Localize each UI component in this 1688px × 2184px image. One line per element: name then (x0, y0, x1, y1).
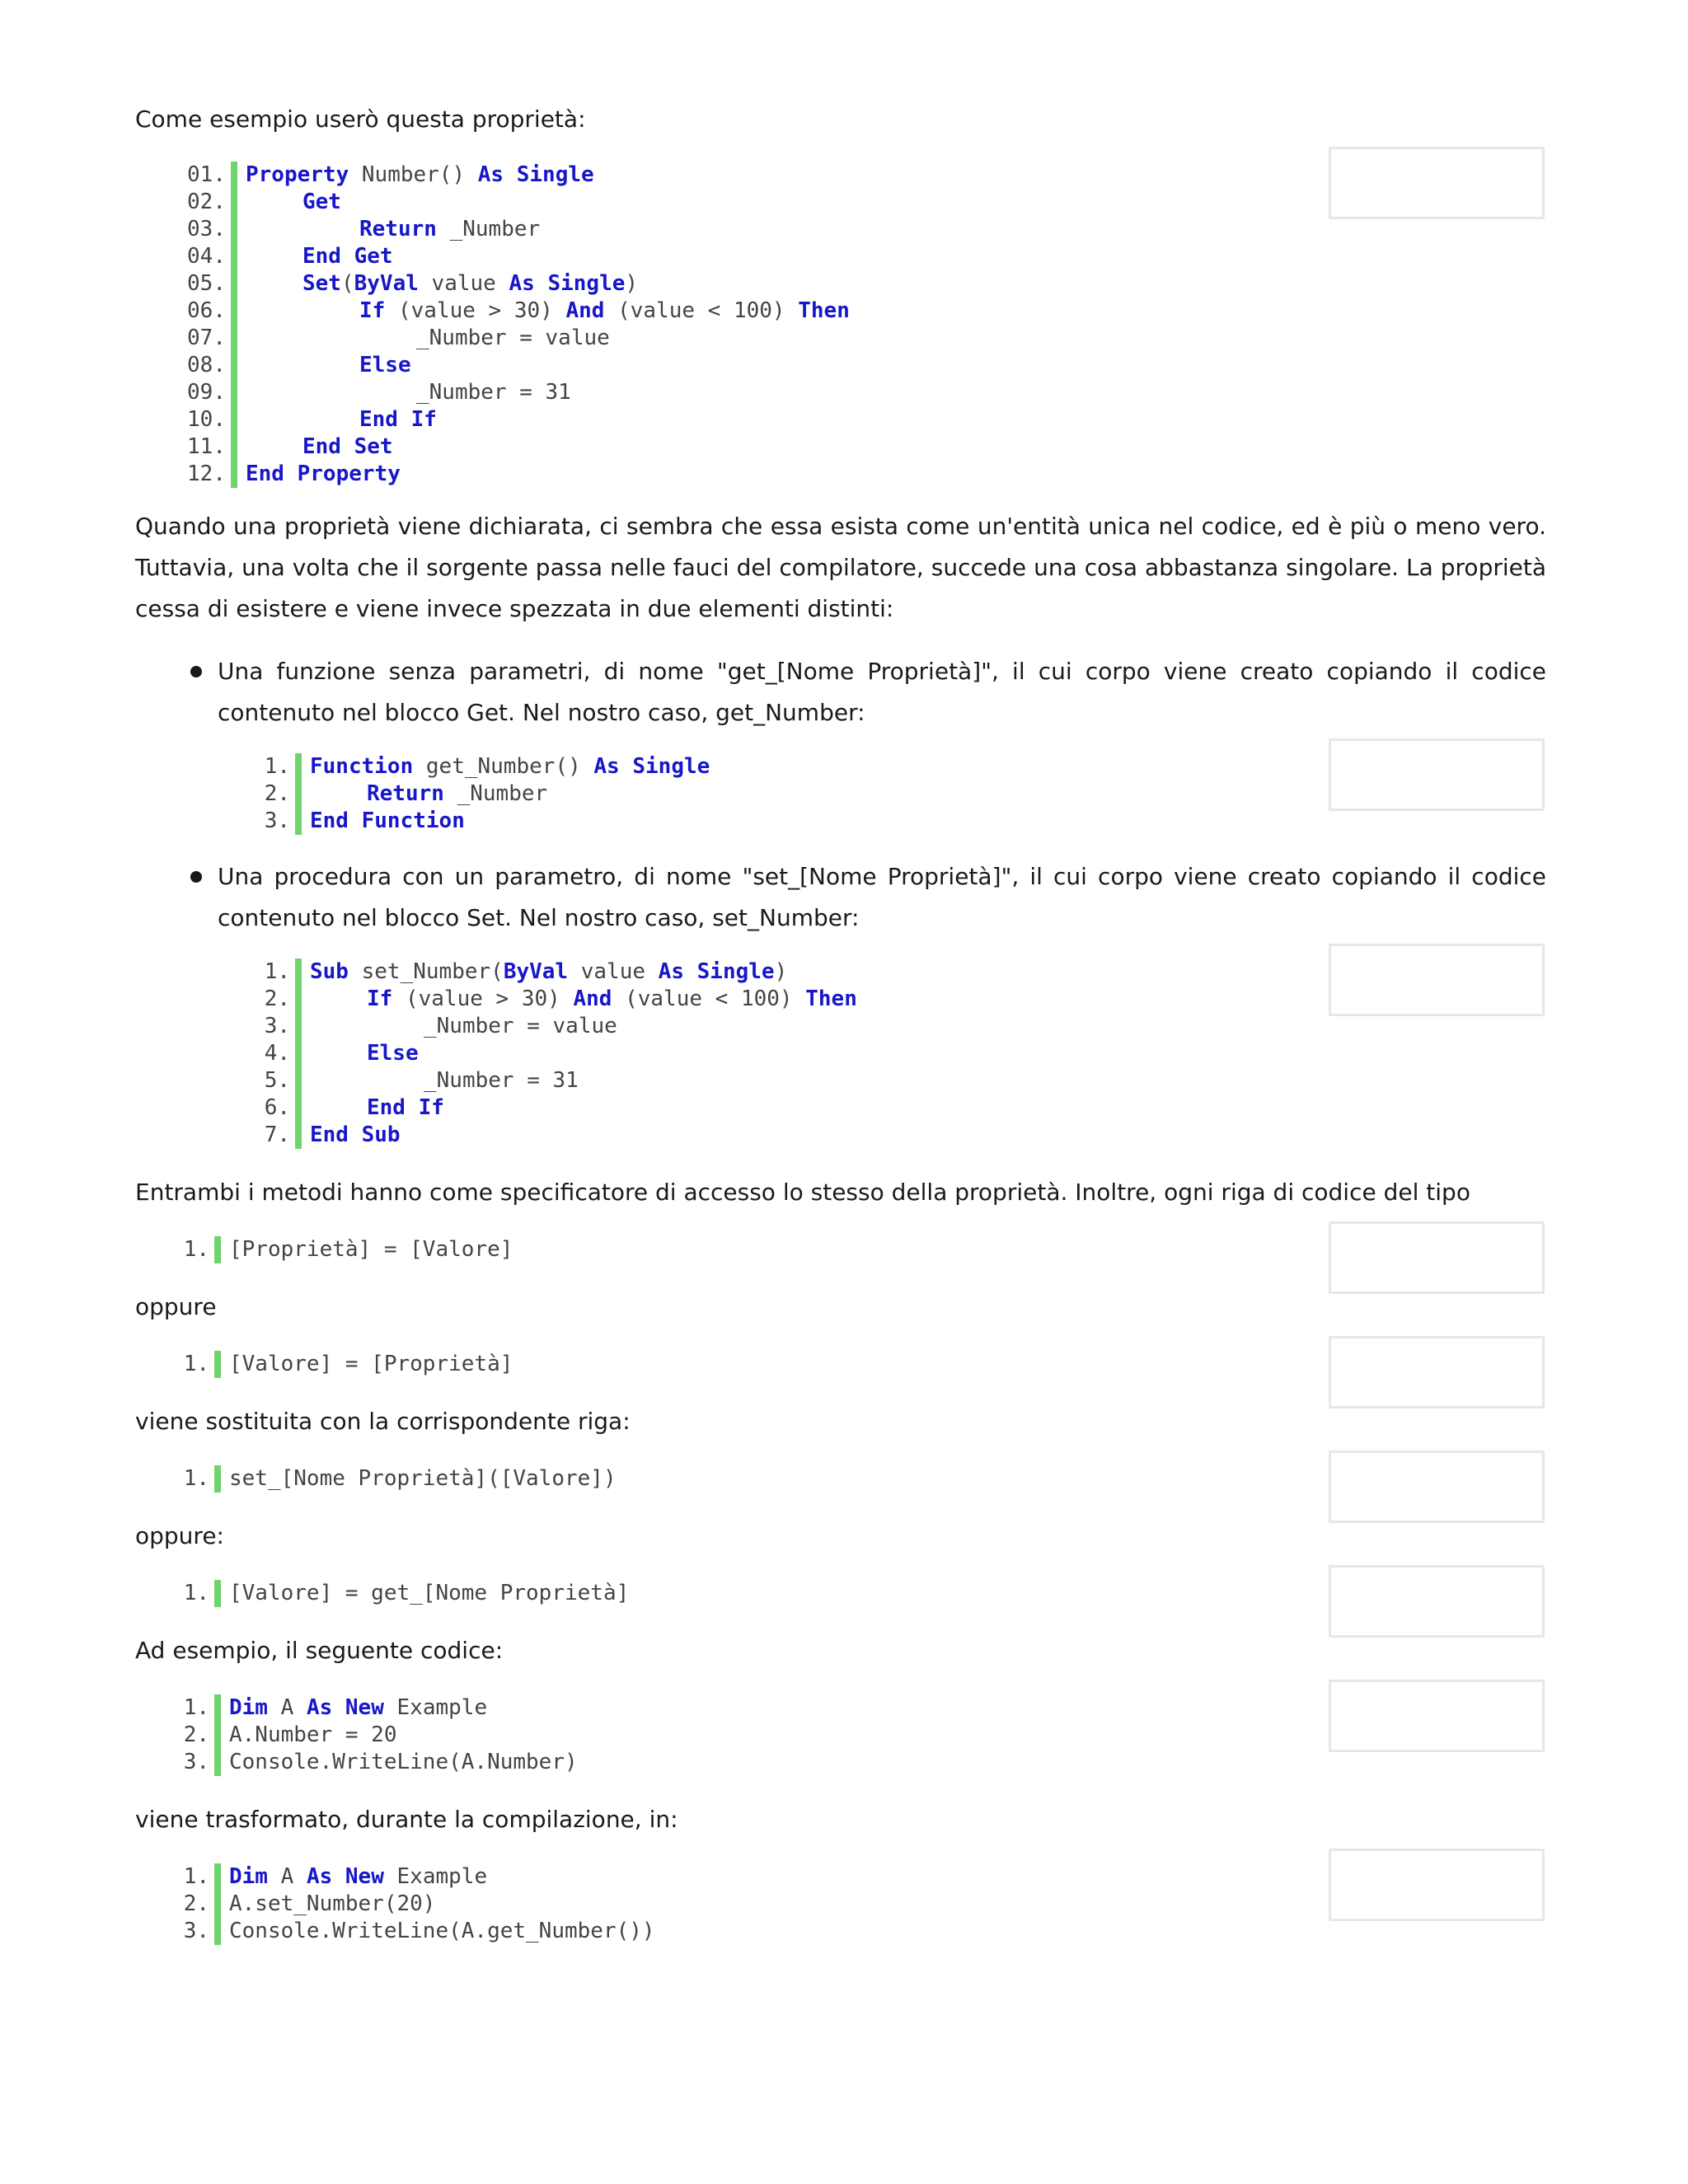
line-number: 03. (187, 217, 226, 241)
code-keyword: Get (302, 190, 341, 214)
line-number: 08. (187, 353, 226, 377)
code-token (341, 244, 354, 269)
code-token: A (267, 1695, 307, 1720)
line-number: 04. (187, 244, 226, 269)
code-token: _Number = value (416, 326, 610, 350)
code-token (349, 808, 362, 833)
code-line (135, 434, 1546, 461)
code-keyword: ByVal (503, 959, 569, 984)
code-keyword: Function (361, 808, 465, 833)
code-token (349, 1122, 362, 1147)
code-block-assign-property (135, 1236, 1546, 1263)
article (135, 99, 1546, 1945)
code-text (229, 1749, 578, 1776)
code-text (229, 1694, 487, 1722)
code-keyword: Dim (229, 1695, 268, 1720)
code-block-read-property (135, 1351, 1546, 1378)
code-text (367, 986, 857, 1013)
line-number: 02. (187, 190, 226, 214)
line-number: 07. (187, 326, 226, 350)
code-text (302, 243, 393, 270)
code-keyword: Single (516, 162, 594, 187)
list-item (135, 856, 1546, 1149)
line-number: 1. (183, 1466, 209, 1491)
code-keyword: Function (310, 754, 414, 779)
code-token (284, 462, 298, 486)
code-keyword: Return (359, 217, 437, 241)
code-keyword: Then (805, 987, 857, 1011)
line-number: 3. (183, 1919, 209, 1943)
line-number: 5. (264, 1068, 290, 1093)
code-text (416, 379, 571, 406)
code-token: Console.WriteLine(A.Number) (229, 1750, 578, 1774)
code-token: (value < 100) (604, 298, 799, 323)
code-line (218, 1094, 1546, 1122)
code-token: value (418, 271, 509, 296)
code-text (229, 1236, 513, 1263)
code-keyword: If (418, 1095, 444, 1120)
code-text (246, 162, 594, 189)
code-keyword: As (593, 754, 620, 779)
line-number: 10. (187, 407, 226, 432)
line-number: 01. (187, 162, 226, 187)
code-keyword: Return (367, 781, 444, 806)
code-tool-box[interactable] (1329, 944, 1545, 1016)
code-text (359, 406, 437, 434)
line-number: 06. (187, 298, 226, 323)
code-text (302, 189, 341, 216)
code-token (332, 1864, 345, 1889)
line-number: 1. (183, 1864, 209, 1889)
code-line (135, 352, 1546, 379)
code-keyword: Single (547, 271, 626, 296)
code-tool-box[interactable] (1329, 1849, 1545, 1921)
line-number: 2. (183, 1722, 209, 1747)
code-text (229, 1465, 617, 1493)
code-tool-box[interactable] (1329, 1336, 1545, 1408)
code-text (310, 753, 710, 780)
code-token: _Number = 31 (424, 1068, 579, 1093)
code-keyword: End (367, 1095, 406, 1120)
code-keyword: End (302, 434, 341, 459)
code-text (229, 1891, 435, 1918)
code-token: _Number = value (424, 1014, 617, 1038)
paragraph-oppure: oppure (135, 1293, 217, 1320)
code-text (310, 958, 787, 986)
code-block-example-source (135, 1694, 1546, 1776)
line-number: 1. (183, 1352, 209, 1376)
code-token: [Valore] = get_[Nome Proprietà] (229, 1581, 630, 1605)
line-number: 3. (183, 1750, 209, 1774)
line-number: 7. (264, 1122, 290, 1147)
code-text (367, 780, 547, 808)
code-keyword: As (306, 1695, 333, 1720)
code-block-set-number (218, 958, 1546, 1149)
line-number: 09. (187, 380, 226, 405)
line-number: 6. (264, 1095, 290, 1120)
code-line (135, 243, 1546, 270)
code-keyword: End (246, 462, 284, 486)
code-token: ) (625, 271, 639, 296)
code-keyword: ByVal (354, 271, 419, 296)
line-number: 1. (183, 1695, 209, 1720)
code-keyword: End (359, 407, 398, 432)
code-line (218, 1040, 1546, 1067)
line-number: 3. (264, 1014, 290, 1038)
code-token: Example (383, 1695, 488, 1720)
code-line (218, 1122, 1546, 1149)
paragraph-example: Ad esempio, il seguente codice: (135, 1637, 504, 1664)
code-text (229, 1918, 655, 1945)
code-block-example-compiled (135, 1863, 1546, 1945)
code-text (310, 1122, 401, 1149)
code-text (229, 1722, 397, 1749)
code-keyword: End (310, 1122, 349, 1147)
code-token: _Number (436, 217, 541, 241)
code-token: [Proprietà] = [Valore] (229, 1237, 513, 1262)
code-tool-box[interactable] (1329, 1451, 1545, 1523)
code-token (620, 754, 633, 779)
code-tool-box[interactable] (1329, 147, 1545, 219)
code-keyword: Single (696, 959, 775, 984)
line-number: 12. (187, 462, 226, 486)
code-token: [Valore] = [Proprietà] (229, 1352, 513, 1376)
line-number: 2. (183, 1891, 209, 1916)
code-line (135, 1749, 1546, 1776)
bullet-text-get: Una funzione senza parametri, di nome "get_[Nome Proprietà]", il cui corpo viene creato copiando il codice contenuto nel blocco Get. Nel nostro caso, get_Number: (218, 658, 1546, 726)
line-number: 1. (264, 754, 290, 779)
code-line (135, 406, 1546, 434)
code-keyword: And (573, 987, 612, 1011)
code-token (332, 1695, 345, 1720)
bullet-icon (190, 666, 202, 677)
code-keyword: As (658, 959, 684, 984)
code-text (359, 352, 411, 379)
paragraph-compiled: viene trasformato, durante la compilazione, in: (135, 1806, 678, 1833)
line-number: 2. (264, 987, 290, 1011)
code-keyword: Else (359, 353, 411, 377)
code-token (535, 271, 548, 296)
code-line (135, 1918, 1546, 1945)
code-text (367, 1040, 419, 1067)
code-keyword: Single (632, 754, 710, 779)
code-token: get_Number() (413, 754, 594, 779)
code-text (246, 461, 401, 488)
code-token (341, 434, 354, 459)
code-tool-box[interactable] (1329, 738, 1545, 811)
code-token: _Number = 31 (416, 380, 571, 405)
code-text (416, 325, 610, 352)
code-line (135, 325, 1546, 352)
code-keyword: As (477, 162, 504, 187)
code-tool-box[interactable] (1329, 1221, 1545, 1294)
code-text (424, 1013, 617, 1040)
code-keyword: Property (246, 162, 349, 187)
code-keyword: New (345, 1864, 384, 1889)
code-keyword: As (306, 1864, 333, 1889)
intro-text: Come esempio userò questa proprietà: (135, 105, 586, 133)
code-keyword: Sub (361, 1122, 401, 1147)
code-keyword: End (302, 244, 341, 269)
code-line (135, 270, 1546, 298)
code-line (218, 1013, 1546, 1040)
paragraph-replaced: viene sostituita con la corrispondente riga: (135, 1408, 631, 1435)
code-keyword: And (565, 298, 605, 323)
line-number: 1. (183, 1581, 209, 1605)
code-keyword: New (345, 1695, 384, 1720)
code-token: Console.WriteLine(A.get_Number()) (229, 1919, 655, 1943)
code-keyword: Set (302, 271, 341, 296)
code-keyword: Dim (229, 1864, 268, 1889)
code-token: (value > 30) (392, 987, 574, 1011)
code-text (229, 1580, 629, 1607)
code-text (359, 298, 850, 325)
code-token: Number() (349, 162, 478, 187)
code-keyword: Property (297, 462, 401, 486)
code-line (135, 216, 1546, 243)
code-token: set_Number( (348, 959, 504, 984)
code-token: A.Number = 20 (229, 1722, 397, 1747)
code-line (135, 461, 1546, 488)
code-token: Example (383, 1864, 488, 1889)
code-token: ) (774, 959, 788, 984)
code-tool-box[interactable] (1329, 1680, 1545, 1752)
code-keyword: If (410, 407, 437, 432)
bullet-text-set: Una procedura con un parametro, di nome "set_[Nome Proprietà]", il cui corpo viene creato copiando il codice contenuto nel blocco Set. Nel nostro caso, set_Number: (218, 863, 1546, 931)
code-keyword: If (359, 298, 386, 323)
code-text (229, 1351, 513, 1378)
code-keyword: Set (354, 434, 393, 459)
code-token: value (568, 959, 659, 984)
line-number: 1. (183, 1237, 209, 1262)
list-item (135, 651, 1546, 835)
code-token: (value < 100) (612, 987, 806, 1011)
code-keyword: If (367, 987, 393, 1011)
code-token: set_[Nome Proprietà]([Valore]) (229, 1466, 617, 1491)
code-token: A (267, 1864, 307, 1889)
code-token: ( (340, 271, 354, 296)
code-keyword: Sub (310, 959, 349, 984)
code-token (398, 407, 411, 432)
line-number: 3. (264, 808, 290, 833)
code-text (359, 216, 540, 243)
code-keyword: End (310, 808, 349, 833)
code-block-property (135, 162, 1546, 488)
code-block-set-call (135, 1465, 1546, 1493)
paragraph-explanation: Quando una proprietà viene dichiarata, ci sembra che essa esista come un'entità unica nel codice, ed è più o meno vero. Tuttavia, una volta che il sorgente passa nelle fauci del compilatore, succede una cosa abbastanza singolare. La proprietà cessa di esistere e viene invece spezzata in due elementi distinti: (135, 513, 1546, 622)
code-line (135, 298, 1546, 325)
code-token: A.set_Number(20) (229, 1891, 436, 1916)
code-line (218, 808, 1546, 835)
code-line (218, 1067, 1546, 1094)
line-number: 2. (264, 781, 290, 806)
code-keyword: Then (798, 298, 850, 323)
code-token: _Number (443, 781, 548, 806)
paragraph-methods: Entrambi i metodi hanno come specificatore di accesso lo stesso della proprietà. Inoltre, ogni riga di codice del tipo (135, 1179, 1470, 1206)
line-number: 1. (264, 959, 290, 984)
code-text (302, 270, 638, 298)
line-number: 4. (264, 1041, 290, 1066)
code-token (684, 959, 697, 984)
line-number: 05. (187, 271, 226, 296)
code-text (424, 1067, 579, 1094)
code-keyword: Else (367, 1041, 419, 1066)
code-text (367, 1094, 444, 1122)
code-line (135, 379, 1546, 406)
code-keyword: As (509, 271, 535, 296)
code-block-get-number (218, 753, 1546, 835)
code-keyword: Get (354, 244, 393, 269)
code-block-get-call (135, 1580, 1546, 1607)
paragraph-oppure-2: oppure: (135, 1522, 224, 1549)
code-text (302, 434, 393, 461)
bullet-icon (190, 871, 202, 883)
code-token (406, 1095, 419, 1120)
code-token: (value > 30) (385, 298, 566, 323)
code-text (310, 808, 465, 835)
code-token (504, 162, 517, 187)
code-text (229, 1863, 487, 1891)
line-number: 11. (187, 434, 226, 459)
bullet-list (135, 651, 1546, 1149)
code-tool-box[interactable] (1329, 1565, 1545, 1638)
